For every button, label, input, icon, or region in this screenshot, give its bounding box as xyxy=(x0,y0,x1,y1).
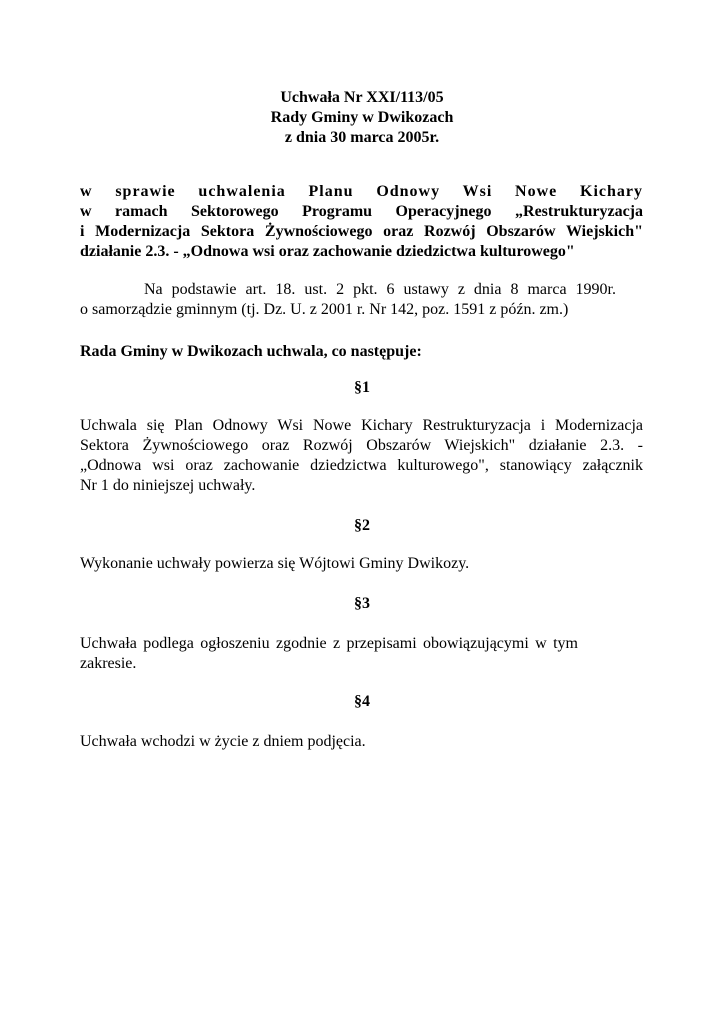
subject-line-2: w ramach Sektorowego Programu Operacyjnego „Restrukturyzacja xyxy=(80,203,643,220)
resolves-statement: Rada Gminy w Dwikozach uchwala, co następuje: xyxy=(80,343,422,360)
council-name: Rady Gminy w Dwikozach xyxy=(270,109,454,126)
section-1-line-3: „Odnowa wsi oraz zachowanie dziedzictwa kulturowego", stanowiący załącznik xyxy=(80,457,643,474)
section-2-line-1: Wykonanie uchwały powierza się Wójtowi Gminy Dwikozy. xyxy=(80,555,470,572)
section-1-line-1: Uchwala się Plan Odnowy Wsi Nowe Kichary Restrukturyzacja i Modernizacja xyxy=(80,417,643,434)
section-4-line-1: Uchwała wchodzi w życie z dniem podjęcia. xyxy=(80,733,366,750)
section-3-line-2: zakresie. xyxy=(80,655,137,672)
resolution-number: Uchwała Nr XXI/113/05 xyxy=(280,89,444,106)
section-3-line-1: Uchwała podlega ogłoszeniu zgodnie z przepisami obowiązującymi w tym xyxy=(80,635,578,652)
subject-line-1: w sprawie uchwalenia Planu Odnowy Wsi Nowe Kichary xyxy=(80,183,643,200)
section-1-line-4: Nr 1 do niniejszej uchwały. xyxy=(80,477,256,494)
subject-line-3: i Modernizacja Sektora Żywnościowego oraz Rozwój Obszarów Wiejskich" xyxy=(80,223,643,240)
section-number: §2 xyxy=(354,517,370,534)
section-number: §1 xyxy=(354,379,370,396)
section-number: §3 xyxy=(354,595,370,612)
resolution-date: z dnia 30 marca 2005r. xyxy=(284,129,440,146)
legal-basis-line-2: o samorządzie gminnym (tj. Dz. U. z 2001 r. Nr 142, poz. 1591 z późn. zm.) xyxy=(80,301,569,318)
legal-basis-line-1: Na podstawie art. 18. ust. 2 pkt. 6 ustawy z dnia 8 marca 1990r. xyxy=(144,281,616,298)
section-number: §4 xyxy=(354,693,370,710)
section-1-line-2: Sektora Żywnościowego oraz Rozwój Obszarów Wiejskich" działanie 2.3. - xyxy=(80,437,643,454)
subject-line-4: działanie 2.3. - „Odnowa wsi oraz zachowanie dziedzictwa kulturowego" xyxy=(80,243,575,260)
